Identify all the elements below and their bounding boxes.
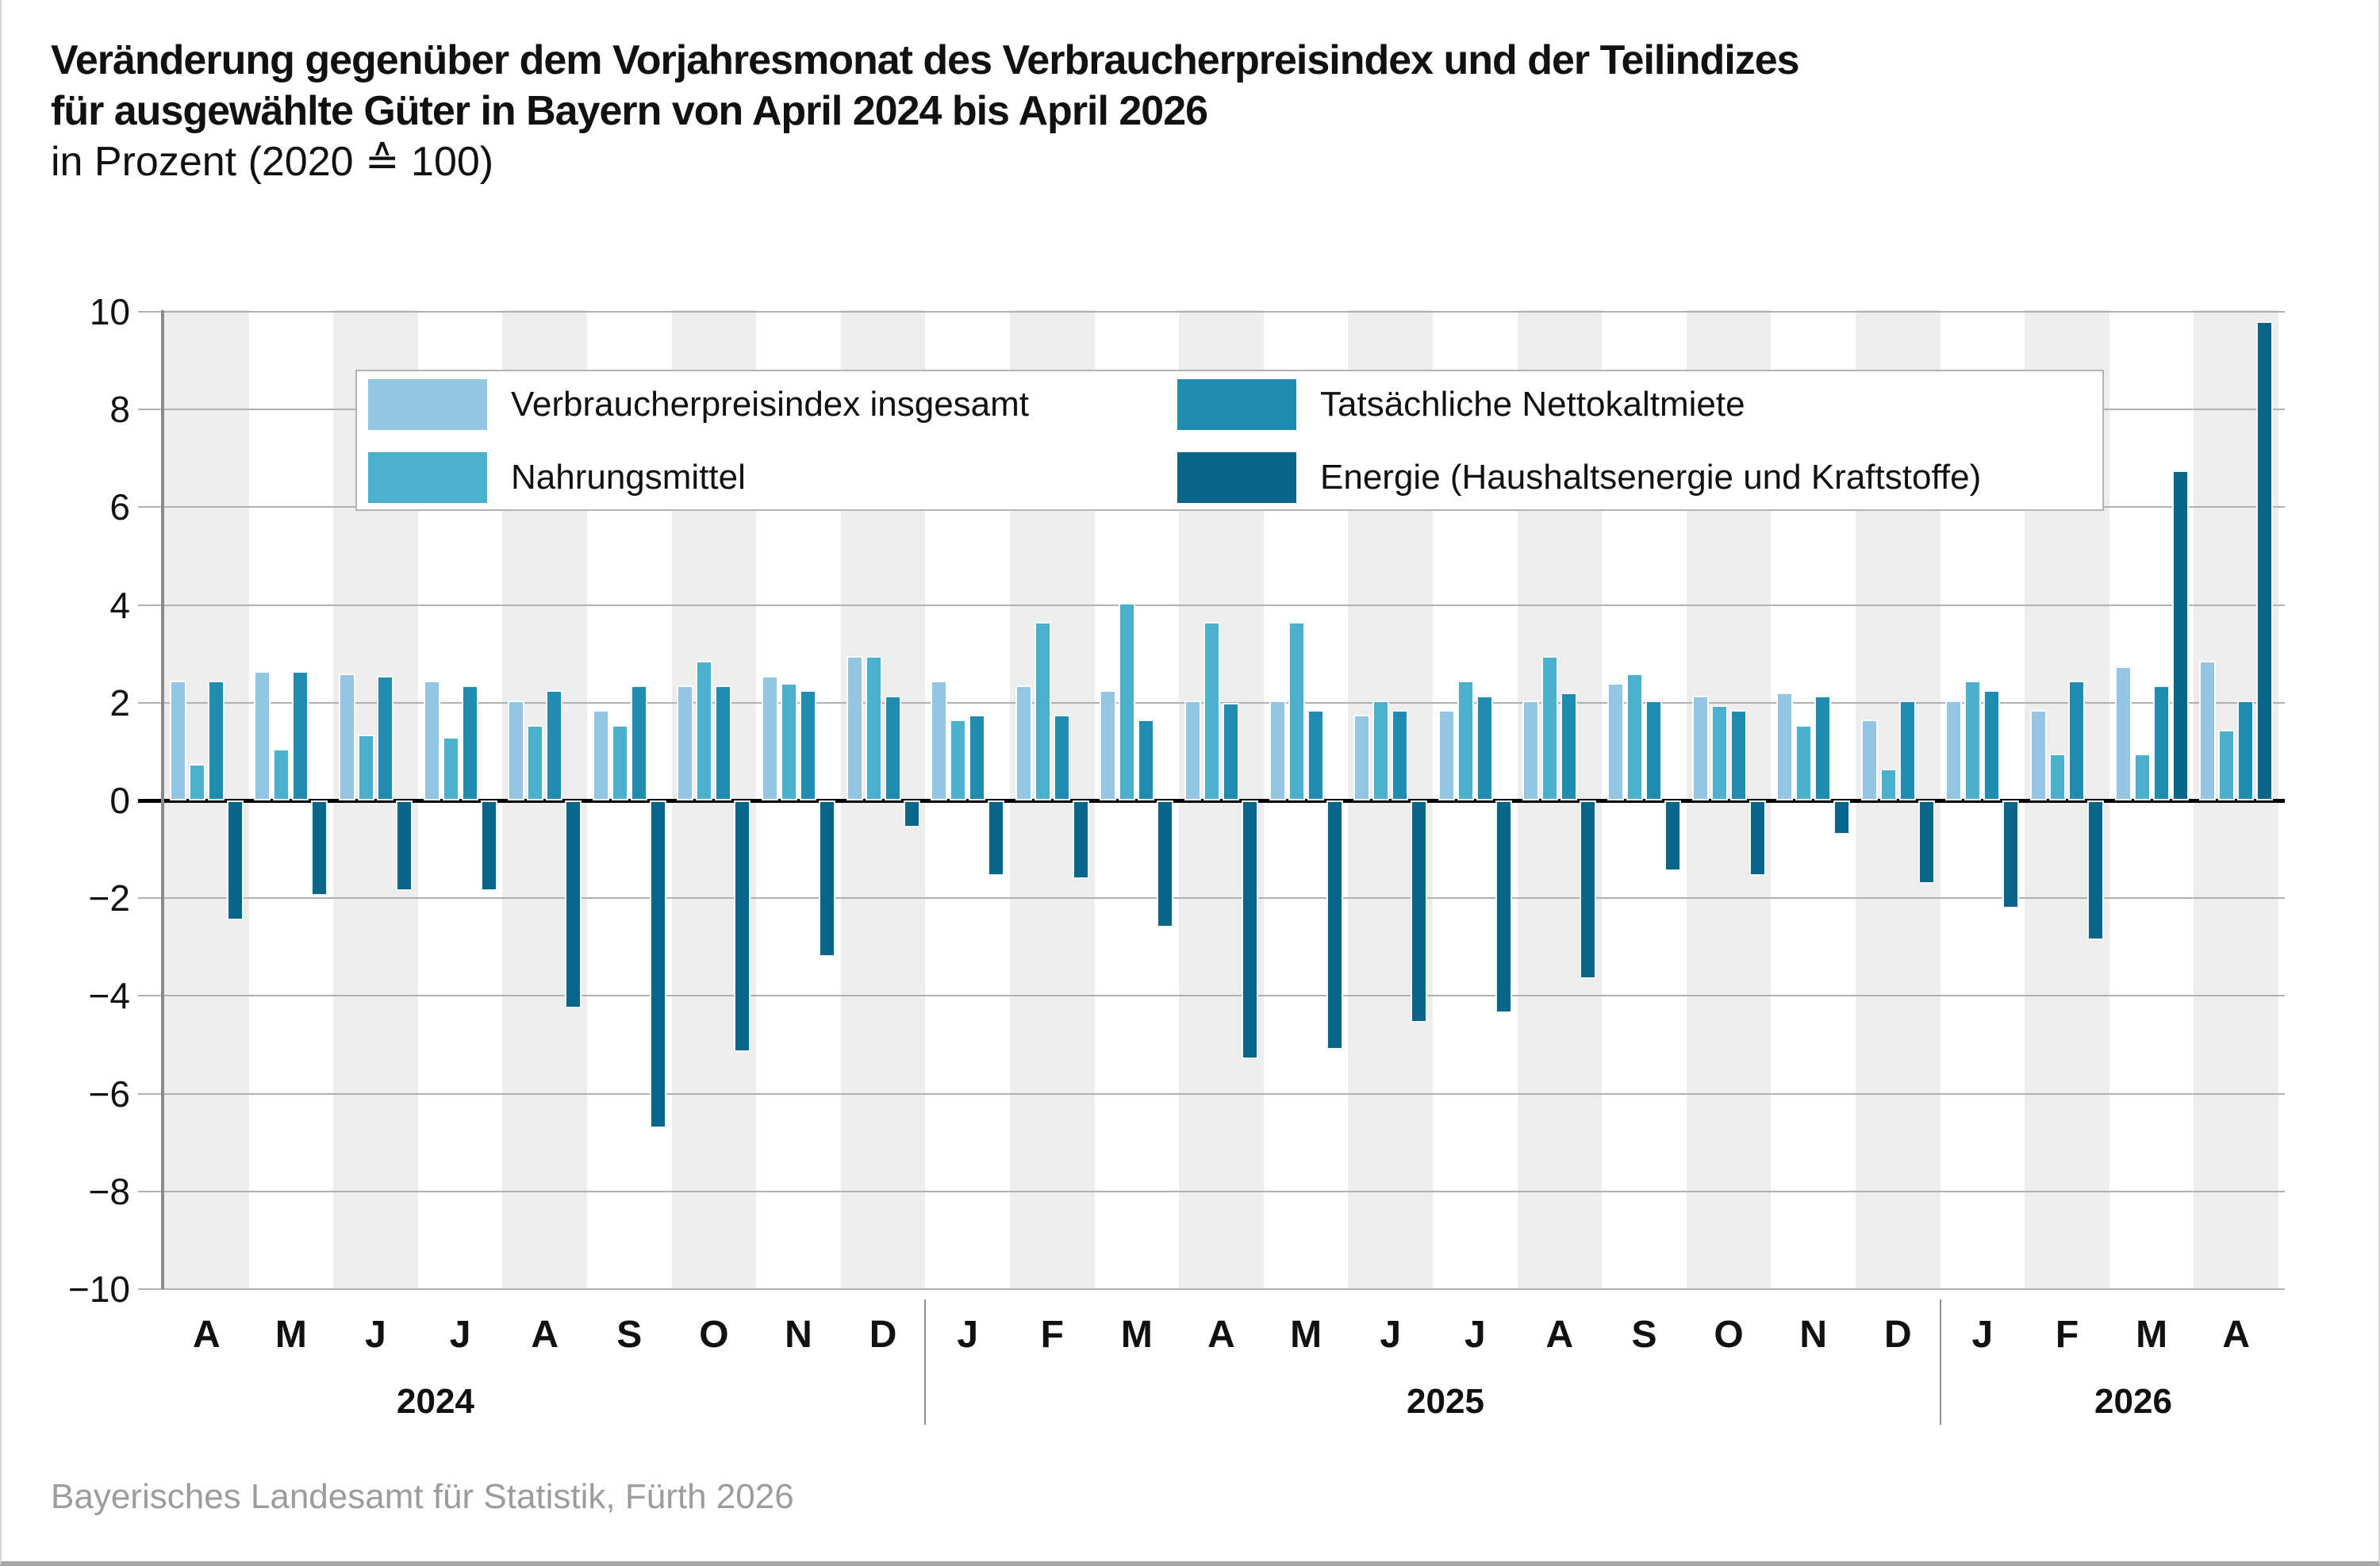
- legend-label: Energie (Haushaltsenergie und Kraftstoffe): [1320, 458, 1982, 497]
- bar: [1964, 681, 1981, 800]
- bar: [762, 676, 778, 800]
- y-axis-label: 4: [109, 584, 130, 626]
- bar: [969, 715, 985, 800]
- bar: [1119, 603, 1135, 800]
- bar: [227, 800, 244, 920]
- bar: [2002, 800, 2019, 908]
- bar: [508, 700, 524, 800]
- month-label: J: [449, 1314, 471, 1356]
- bar: [358, 735, 374, 800]
- bar: [546, 690, 562, 800]
- bar: [2087, 800, 2104, 940]
- bar: [208, 681, 225, 800]
- bar: [1899, 700, 1916, 800]
- y-axis-label: 8: [109, 389, 130, 431]
- bar: [1326, 800, 1343, 1050]
- month-label: A: [1207, 1314, 1235, 1356]
- bar: [1015, 685, 1032, 800]
- bar: [2237, 700, 2254, 800]
- bar: [677, 685, 693, 800]
- y-axis-line: [161, 310, 164, 1289]
- bar: [170, 681, 186, 800]
- y-axis-label: −2: [88, 877, 130, 919]
- month-label: D: [1883, 1314, 1912, 1356]
- y-axis-label: 2: [109, 681, 130, 724]
- bar: [1560, 693, 1577, 800]
- bar: [2049, 754, 2066, 800]
- month-label: J: [1971, 1314, 1994, 1356]
- bar: [1541, 656, 1558, 800]
- plot-area: [2, 0, 2380, 1566]
- bar: [781, 683, 797, 800]
- grid-line: [138, 1288, 2285, 1290]
- bar: [2134, 754, 2151, 800]
- bar: [885, 696, 901, 800]
- year-separator: [924, 1299, 926, 1425]
- bar: [1073, 800, 1089, 879]
- chart-title-line1: Veränderung gegenüber dem Vorjahresmonat des Verbraucherpreisindex und der Teilindizes: [51, 37, 1799, 83]
- bar: [1522, 700, 1539, 800]
- month-label: J: [1380, 1314, 1402, 1356]
- bar: [462, 685, 478, 800]
- bar: [1353, 715, 1370, 800]
- bar: [2030, 710, 2047, 800]
- month-label: M: [2136, 1314, 2168, 1356]
- month-label: S: [616, 1314, 643, 1356]
- month-label: O: [699, 1314, 729, 1356]
- bar: [189, 764, 205, 800]
- bar: [950, 720, 966, 800]
- month-label: D: [869, 1314, 897, 1356]
- grid-line: [138, 605, 2285, 606]
- bar: [2153, 685, 2170, 800]
- bar: [931, 681, 947, 800]
- legend-label: Nahrungsmittel: [511, 458, 746, 497]
- bar: [1184, 700, 1201, 800]
- bar: [1307, 710, 1324, 800]
- bar: [1945, 700, 1962, 800]
- month-label: A: [531, 1314, 559, 1356]
- month-label: J: [1464, 1314, 1486, 1356]
- bar: [377, 676, 393, 800]
- month-label: A: [2222, 1314, 2251, 1356]
- month-label: F: [2055, 1314, 2079, 1356]
- bar: [1269, 700, 1286, 800]
- bar: [2172, 470, 2189, 800]
- bar: [2199, 661, 2216, 800]
- month-label: M: [274, 1314, 307, 1356]
- month-label: N: [1799, 1314, 1828, 1356]
- y-axis-label: 10: [89, 291, 130, 332]
- bar: [1983, 690, 2000, 800]
- bar: [1580, 800, 1596, 979]
- chart-subtitle: in Prozent (2020 ≙ 100): [51, 139, 494, 185]
- bar: [565, 800, 582, 1008]
- bar: [1607, 683, 1624, 800]
- bar: [1411, 800, 1427, 1023]
- bar: [800, 690, 816, 800]
- grid-line: [138, 995, 2285, 996]
- year-label: 2026: [2094, 1382, 2172, 1421]
- bar: [1242, 800, 1258, 1059]
- month-label: M: [1120, 1314, 1153, 1356]
- bar: [846, 656, 863, 800]
- month-label: N: [785, 1314, 812, 1356]
- bar: [1100, 690, 1116, 800]
- bar: [1776, 693, 1793, 800]
- legend-label: Verbraucherpreisindex insgesamt: [511, 385, 1030, 424]
- bar: [1692, 696, 1709, 800]
- bar: [2256, 321, 2273, 800]
- bar: [1392, 710, 1408, 800]
- bar: [1711, 705, 1728, 800]
- bar: [1157, 800, 1173, 927]
- bar: [1438, 710, 1455, 800]
- month-label: O: [1714, 1314, 1744, 1356]
- bar: [1288, 622, 1305, 800]
- bar: [715, 685, 731, 800]
- bar: [481, 800, 497, 891]
- y-axis-label: −4: [88, 975, 130, 1017]
- bar: [311, 800, 328, 896]
- bar: [1476, 696, 1493, 800]
- month-label: S: [1631, 1314, 1657, 1356]
- bar: [2068, 681, 2085, 800]
- bar: [1861, 720, 1878, 800]
- bar: [1372, 700, 1389, 800]
- grid-line: [138, 1093, 2285, 1095]
- bar: [424, 681, 440, 800]
- bar: [1223, 703, 1239, 800]
- bar: [1054, 715, 1070, 800]
- legend: [355, 370, 2104, 511]
- bar: [988, 800, 1004, 876]
- bar: [527, 725, 543, 800]
- year-label: 2024: [397, 1382, 474, 1421]
- bar: [1035, 622, 1051, 800]
- month-label: A: [1545, 1314, 1574, 1356]
- bar: [734, 800, 750, 1052]
- legend-swatch-icon: [1177, 452, 1296, 503]
- y-axis-label: −6: [88, 1073, 130, 1115]
- grid-line: [138, 897, 2285, 899]
- bar: [819, 800, 835, 957]
- y-axis-label: 6: [109, 486, 130, 528]
- bar: [2115, 666, 2132, 800]
- bar: [1626, 674, 1643, 800]
- bar: [1664, 800, 1681, 871]
- y-axis-label: −10: [67, 1269, 130, 1310]
- bar: [1495, 800, 1512, 1013]
- y-axis-label: −8: [88, 1170, 130, 1212]
- bar: [1918, 800, 1935, 884]
- bar: [612, 725, 628, 800]
- year-label: 2025: [1407, 1382, 1484, 1421]
- bar: [292, 671, 309, 800]
- bar: [1880, 769, 1897, 800]
- bar: [254, 671, 271, 800]
- year-separator: [1940, 1299, 1941, 1425]
- bar: [339, 674, 355, 800]
- legend-swatch-icon: [368, 379, 487, 430]
- bar: [650, 800, 666, 1128]
- legend-swatch-icon: [368, 452, 487, 503]
- legend-label: Tatsächliche Nettokaltmiete: [1320, 385, 1745, 424]
- bar: [696, 661, 712, 800]
- grid-line: [138, 311, 2285, 313]
- bar: [1795, 725, 1812, 800]
- bar: [2218, 730, 2235, 800]
- month-label: J: [957, 1314, 979, 1356]
- grid-line: [138, 1191, 2285, 1192]
- month-label: F: [1040, 1314, 1064, 1356]
- bar: [904, 800, 920, 827]
- bar: [866, 656, 882, 800]
- source-note: Bayerisches Landesamt für Statistik, Fürth 2026: [51, 1477, 794, 1516]
- bar: [1203, 622, 1220, 800]
- bar: [396, 800, 413, 891]
- y-axis-label: 0: [109, 780, 130, 821]
- month-label: M: [1290, 1314, 1322, 1356]
- month-label: J: [365, 1314, 386, 1356]
- month-label: A: [192, 1314, 221, 1356]
- bar: [1833, 800, 1850, 835]
- bar: [1138, 720, 1154, 800]
- bar: [631, 685, 647, 800]
- legend-swatch-icon: [1177, 379, 1296, 430]
- bar: [593, 710, 609, 800]
- bar: [1645, 700, 1662, 800]
- bar: [273, 749, 290, 800]
- bar: [443, 737, 459, 800]
- chart-title-line2: für ausgewählte Güter in Bayern von April 2024 bis April 2026: [51, 88, 1208, 134]
- bar: [1730, 710, 1747, 800]
- bar: [1749, 800, 1766, 876]
- bar: [1814, 696, 1831, 800]
- bar: [1457, 681, 1474, 800]
